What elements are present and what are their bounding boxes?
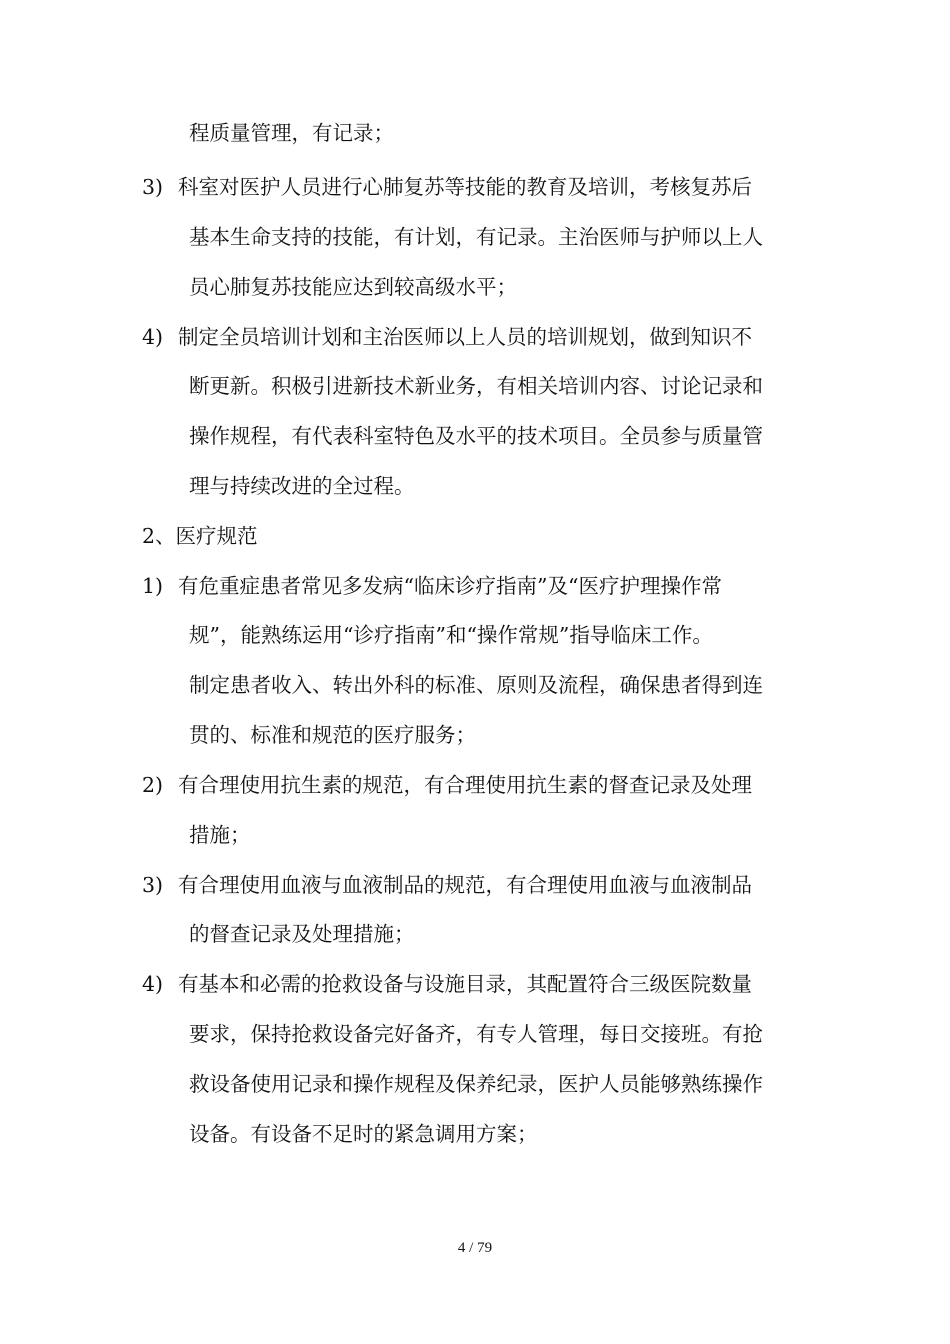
text-line: 制定全员培训计划和主治医师以上人员的培训规划，做到知识不: [178, 325, 752, 349]
section-heading: 2、医疗规范: [142, 524, 258, 548]
list-number: 1): [142, 574, 164, 598]
page-number: 4 / 79: [457, 1240, 493, 1256]
list-number: 4): [142, 325, 164, 349]
text-line: 基本生命支持的技能，有计划，有记录。主治医师与护师以上人: [189, 225, 763, 249]
text-line: 要求，保持抢救设备完好备齐，有专人管理，每日交接班。有抢: [189, 1022, 763, 1046]
text-line: 理与持续改进的全过程。: [189, 474, 415, 498]
text-line: 程质量管理，有记录；: [189, 121, 394, 145]
text-line: 科室对医护人员进行心肺复苏等技能的教育及培训，考核复苏后: [178, 175, 752, 199]
text-line: 措施；: [189, 823, 251, 847]
text-line: 断更新。积极引进新技术新业务，有相关培训内容、讨论记录和: [189, 374, 763, 398]
list-number: 4): [142, 972, 164, 996]
text-line: 有合理使用血液与血液制品的规范，有合理使用血液与血液制品: [178, 873, 752, 897]
text-line: 员心肺复苏技能应达到较高级水平；: [189, 275, 517, 299]
list-number: 3): [142, 873, 164, 897]
list-number: 2): [142, 773, 164, 797]
text-line: 规”，能熟练运用“诊疗指南”和“操作常规”指导临床工作。: [189, 623, 713, 647]
text-line: 有危重症患者常见多发病“临床诊疗指南”及“医疗护理操作常: [178, 574, 722, 598]
text-line: 制定患者收入、转出外科的标准、原则及流程，确保患者得到连: [189, 673, 763, 697]
text-line: 有基本和必需的抢救设备与设施目录，其配置符合三级医院数量: [178, 972, 752, 996]
text-line: 救设备使用记录和操作规程及保养纪录，医护人员能够熟练操作: [189, 1072, 763, 1096]
text-line: 贯的、标准和规范的医疗服务；: [189, 723, 476, 747]
text-line: 操作规程，有代表科室特色及水平的技术项目。全员参与质量管: [189, 424, 763, 448]
text-line: 有合理使用抗生素的规范，有合理使用抗生素的督查记录及处理: [178, 773, 752, 797]
text-line: 的督查记录及处理措施；: [189, 922, 415, 946]
list-number: 3): [142, 175, 164, 199]
text-line: 设备。有设备不足时的紧急调用方案；: [189, 1122, 538, 1146]
